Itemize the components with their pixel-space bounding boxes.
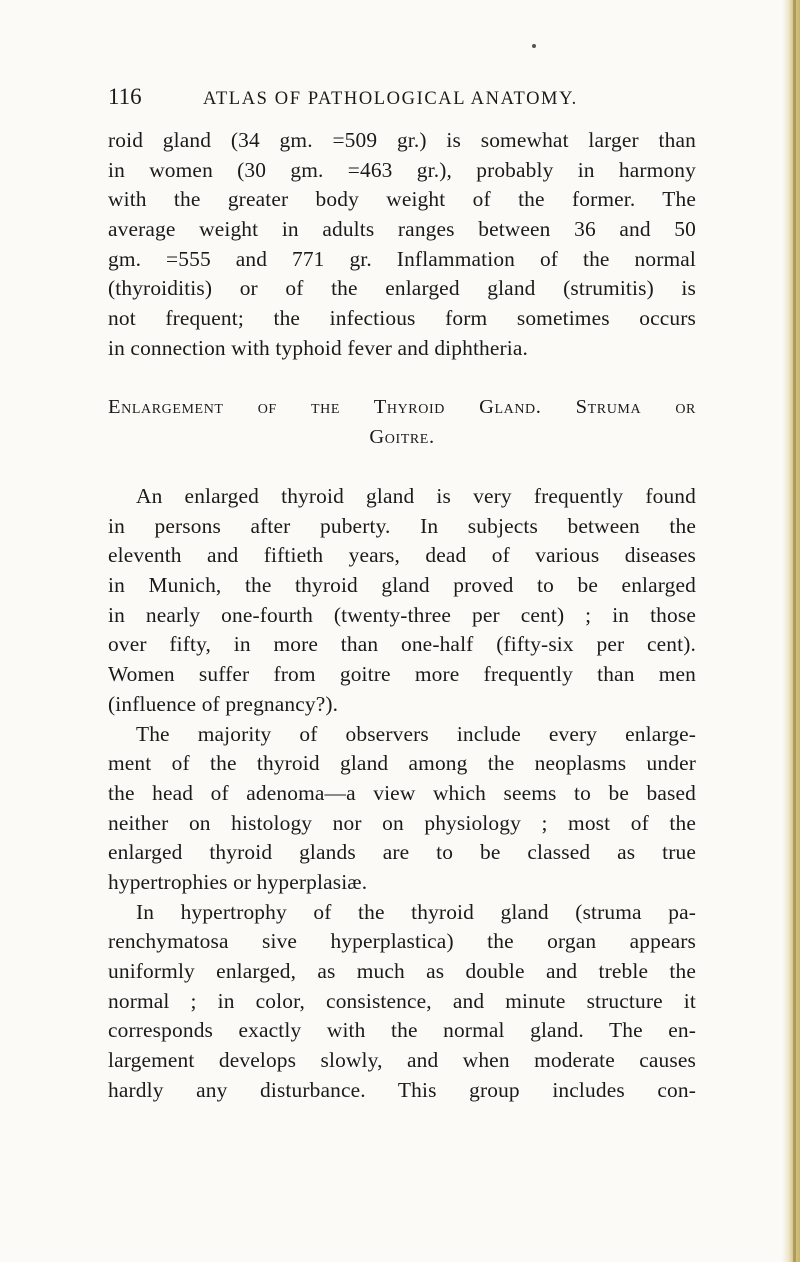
text-line: the head of adenoma—a view which seems to be based: [108, 780, 696, 805]
paragraph-2: [108, 482, 696, 1105]
text-line: renchymatosa sive hyperplastica) the organ appears: [108, 929, 696, 954]
text-line: hypertrophies or hyperplasiæ.: [108, 869, 368, 894]
text-line: gm. =555 and 771 gr. Inflammation of the normal: [108, 246, 696, 271]
section-heading: [108, 393, 696, 452]
text-line: In hypertrophy of the thyroid gland (struma pa-: [136, 899, 696, 924]
heading-line-1: Enlargement of the Thyroid Gland. Struma or: [108, 396, 696, 418]
text-line: eleventh and fiftieth years, dead of various diseases: [108, 543, 696, 568]
text-line: hardly any disturbance. This group includes con-: [108, 1077, 696, 1102]
page-number: 116: [108, 84, 142, 109]
text-line: in persons after puberty. In subjects between the: [108, 513, 696, 538]
heading-line-2: Goitre.: [369, 425, 435, 448]
paragraph-1: [108, 126, 696, 364]
ink-speck: [532, 44, 536, 48]
text-line: normal ; in color, consistence, and minute structure it: [108, 988, 696, 1013]
text-line: roid gland (34 gm. =509 gr.) is somewhat larger than: [108, 128, 696, 152]
text-line: over fifty, in more than one-half (fifty-six per cent).: [108, 632, 696, 657]
text-line: largement develops slowly, and when moderate causes: [108, 1048, 696, 1073]
text-line: neither on histology nor on physiology ; most of the: [108, 810, 696, 835]
text-line: Women suffer from goitre more frequently than men: [108, 662, 696, 687]
text-line: uniformly enlarged, as much as double and treble the: [108, 959, 696, 983]
page-edge-line: [793, 0, 796, 1262]
page-edge-shadow: [782, 0, 800, 1262]
text-line: not frequent; the infectious form sometimes occurs: [108, 306, 696, 331]
text-line: An enlarged thyroid gland is very frequently found: [136, 484, 696, 508]
text-line: corresponds exactly with the normal gland. The en-: [108, 1018, 696, 1043]
running-header: [108, 84, 708, 112]
text-line: ment of the thyroid gland among the neoplasms under: [108, 751, 696, 776]
text-line: The majority of observers include every enlarge-: [136, 721, 696, 746]
text-line: (thyroiditis) or of the enlarged gland (strumitis) is: [108, 276, 696, 301]
running-title: ATLAS OF PATHOLOGICAL ANATOMY.: [203, 89, 578, 109]
text-line: in nearly one-fourth (twenty-three per cent) ; in those: [108, 602, 696, 627]
text-line: in connection with typhoid fever and diphtheria.: [108, 335, 529, 360]
text-line: enlarged thyroid glands are to be classed as true: [108, 840, 696, 865]
text-line: average weight in adults ranges between 36 and 50: [108, 217, 696, 242]
text-line: with the greater body weight of the former. The: [108, 187, 696, 212]
text-line: in women (30 gm. =463 gr.), probably in harmony: [108, 157, 696, 182]
text-line: in Munich, the thyroid gland proved to be enlarged: [108, 573, 696, 598]
text-line: (influence of pregnancy?).: [108, 691, 339, 716]
